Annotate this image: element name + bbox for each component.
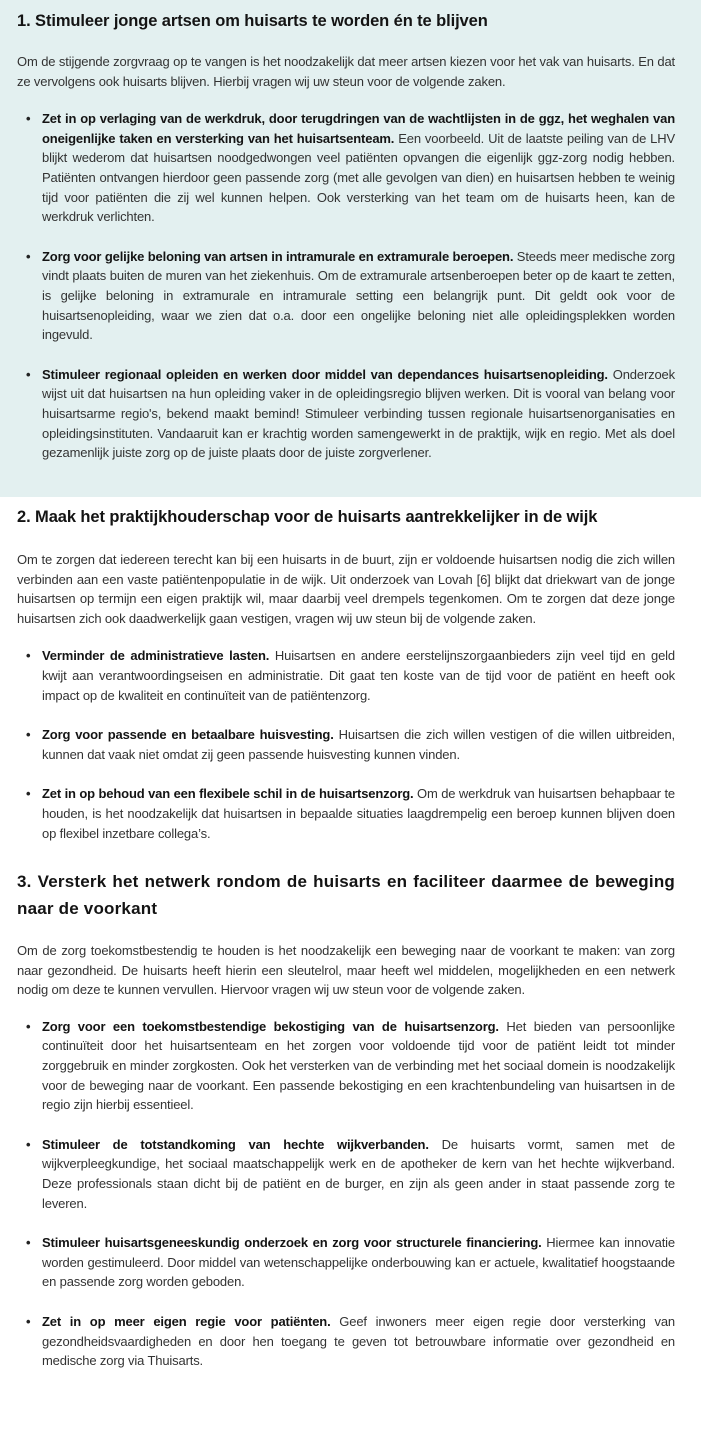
bullet-icon: • — [26, 1136, 31, 1152]
item-lead: Stimuleer de totstandkoming van hechte wijkverbanden. — [42, 1136, 429, 1152]
section-intro: Om de stijgende zorgvraag op te vangen is het noodzakelijk dat meer artsen kiezen voor het vak van huisarts. En dat ze vervolgens ook huisarts blijven. Hierbij vragen wij uw steun voor de volgende zaken. — [17, 54, 675, 89]
item-text: Steeds meer medische zorg vindt plaats buiten de muren van het ziekenhuis. Om de extramurale artsenberoepen beter op de kaart te zetten, is gelijke beloning in extramurale en intramurale setting een belangrijk punt. Dit geldt ook voor de huisartsenopleiding, waar we zien dat o.a. door een ongelijke beloning niet alle opleidingsplekken worden ingevuld. — [42, 248, 675, 343]
item-lead: Stimuleer huisartsgeneeskundig onderzoek en zorg voor structurele financiering. — [42, 1235, 542, 1251]
list-item — [17, 1233, 675, 1292]
item-lead: Stimuleer regionaal opleiden en werken door middel van dependances huisartsenopleiding. — [42, 366, 608, 382]
bullet-icon: • — [26, 727, 31, 743]
section-heading: 1. Stimuleer jonge artsen om huisarts te worden én te blijven — [17, 12, 488, 30]
section-intro: Om te zorgen dat iedereen terecht kan bij een huisarts in de buurt, zijn er voldoende huisartsen nodig die zich willen verbinden aan een vaste patiëntenpopulatie in de wijk. Uit onderzoek van Lovah [6] blijkt dat driekwart van de jonge huisartsen op termijn een eigen praktijk wil, maar daarbij veel drempels tegenkomen. Om te zorgen dat deze jonge huisartsen zich ook daadwerkelijk gaan vestigen, vragen wij uw steun bij de volgende zaken. — [17, 552, 675, 626]
section-intro: Om de zorg toekomstbestendig te houden is het noodzakelijk een beweging naar de voorkant te maken: van zorg naar gezondheid. De huisarts heeft hierin een sleutelrol, maar heeft wel middelen, mogelijkheden en een netwerk nodig om deze te kunnen vervullen. Hiervoor vragen wij uw steun voor de volgende zaken. — [17, 943, 675, 998]
section-praktijkhouderschap — [0, 497, 701, 862]
list-item — [17, 1017, 675, 1115]
item-text: Om de werkdruk van huisartsen behapbaar te houden, is het noodzakelijk dat huisartsen in bepaalde situaties laagdrempelig een beroep kunnen blijven doen op flexibel inzetbare collega’s. — [42, 786, 675, 841]
item-lead: Zet in op verlaging van de werkdruk, door terugdringen van de wachtlijsten in de ggz, het weghalen van oneigenlijke taken en versterking van het huisartsenteam. — [42, 111, 675, 146]
list-item — [17, 646, 675, 705]
bullet-icon: • — [26, 1313, 31, 1329]
item-text: Huisartsen die zich willen vestigen of die willen uitbreiden, kunnen dat vaak niet omdat zij geen passende huisvesting kunnen vinden. — [42, 727, 676, 762]
bullet-icon: • — [26, 786, 31, 802]
bullet-icon: • — [26, 1018, 31, 1034]
bullet-list — [17, 646, 675, 843]
list-item — [17, 784, 675, 843]
item-text: Huisartsen en andere eerstelijnszorgaanbieders zijn veel tijd en geld kwijt aan verantwoordingseisen en administratie. Dit gaat ten koste van de tijd voor de patiënt en heeft ook impact op de kwaliteit en continuïteit van de patiëntenzorg. — [42, 648, 675, 703]
list-item — [17, 1312, 675, 1371]
bullet-list — [17, 1017, 675, 1371]
item-text: Een voorbeeld. Uit de laatste peiling van de LHV blijkt wederom dat huisartsen noodgedwongen veel patiënten opvangen die eigenlijk ggz-zorg nodig hebben. Patiënten ontvangen hierdoor geen passende zorg (met alle gevolgen van dien) en huisartsen hebben te weinig tijd voor patiënten die zij wel kunnen helpen. Ook versterking van het team om de huisarts heen, kan de werkdruk verlichten. — [42, 130, 675, 225]
item-lead: Zorg voor passende en betaalbare huisvesting. — [42, 727, 334, 743]
bullet-icon: • — [26, 1235, 31, 1251]
item-lead: Zet in op meer eigen regie voor patiënten. — [42, 1313, 331, 1329]
list-item — [17, 247, 675, 345]
item-lead: Verminder de administratieve lasten. — [42, 648, 270, 664]
list-item — [17, 365, 675, 463]
list-item — [17, 725, 675, 764]
bullet-list — [17, 109, 675, 463]
section-versterk-netwerk — [0, 862, 701, 1371]
section-stimuleer-jonge-artsen — [0, 0, 701, 497]
bullet-icon: • — [26, 648, 31, 664]
bullet-icon: • — [26, 366, 31, 382]
bullet-icon: • — [26, 111, 31, 127]
item-text: Geef inwoners meer eigen regie door versterking van gezondheidsvaardigheden en door hen toegang te geven tot betrouwbare informatie over gezondheid en medische zorg via Thuisarts. — [42, 1313, 675, 1369]
item-text: Onderzoek wijst uit dat huisartsen na hun opleiding vaker in de opleidingsregio blijven werken. Dit is vooral van belang voor huisartsarme regio's, bekend maakt bemind! Stimuleer verbinding tussen regionale huisartsenorganisaties en opleidingsinstituten. Vandaaruit kan er krachtig worden samengewerkt in de praktijk, wijk en regio. Met als doel gezamenlijk juiste zorg op de juiste plaats door de juiste zorgverlener. — [42, 366, 675, 461]
list-item — [17, 1135, 675, 1213]
item-text: Het bieden van persoonlijke continuïteit door het huisartsenteam en het zorgen voor voldoende tijd voor de patiënt leidt tot minder zorggebruik en minder zorgkosten. Ook het versterken van de verbinding met het sociaal domein is noodzakelijk voor de beweging naar de voorkant. Een passende bekostiging en een krachtenbundeling van huisartsen in de regio zijn hierbij essentieel. — [42, 1018, 675, 1113]
item-lead: Zet in op behoud van een flexibele schil in de huisartsenzorg. — [42, 786, 414, 802]
item-text: De huisarts vormt, samen met de wijkverpleegkundige, het sociaal maatschappelijk werk en de apotheker de kern van het hechte wijkverband. Deze professionals staan dicht bij de patiënt en de burger, en zijn als geen ander in staat passende zorg te leveren. — [42, 1136, 675, 1211]
section-heading: 2. Maak het praktijkhouderschap voor de huisarts aantrekkelijker in de wijk — [17, 508, 598, 526]
item-lead: Zorg voor gelijke beloning van artsen in intramurale en extramurale beroepen. — [42, 248, 514, 264]
section-heading: 3. Versterk het netwerk rondom de huisarts en faciliteer daarmee de beweging naar de voorkant — [17, 872, 675, 918]
bullet-icon: • — [26, 248, 31, 264]
item-text: Hiermee kan innovatie worden gestimuleerd. Door middel van wetenschappelijke onderbouwing kan er actuele, kwalitatief hoogstaande en passende zorg worden geboden. — [42, 1235, 675, 1290]
item-lead: Zorg voor een toekomstbestendige bekostiging van de huisartsenzorg. — [42, 1018, 499, 1034]
list-item — [17, 109, 675, 227]
